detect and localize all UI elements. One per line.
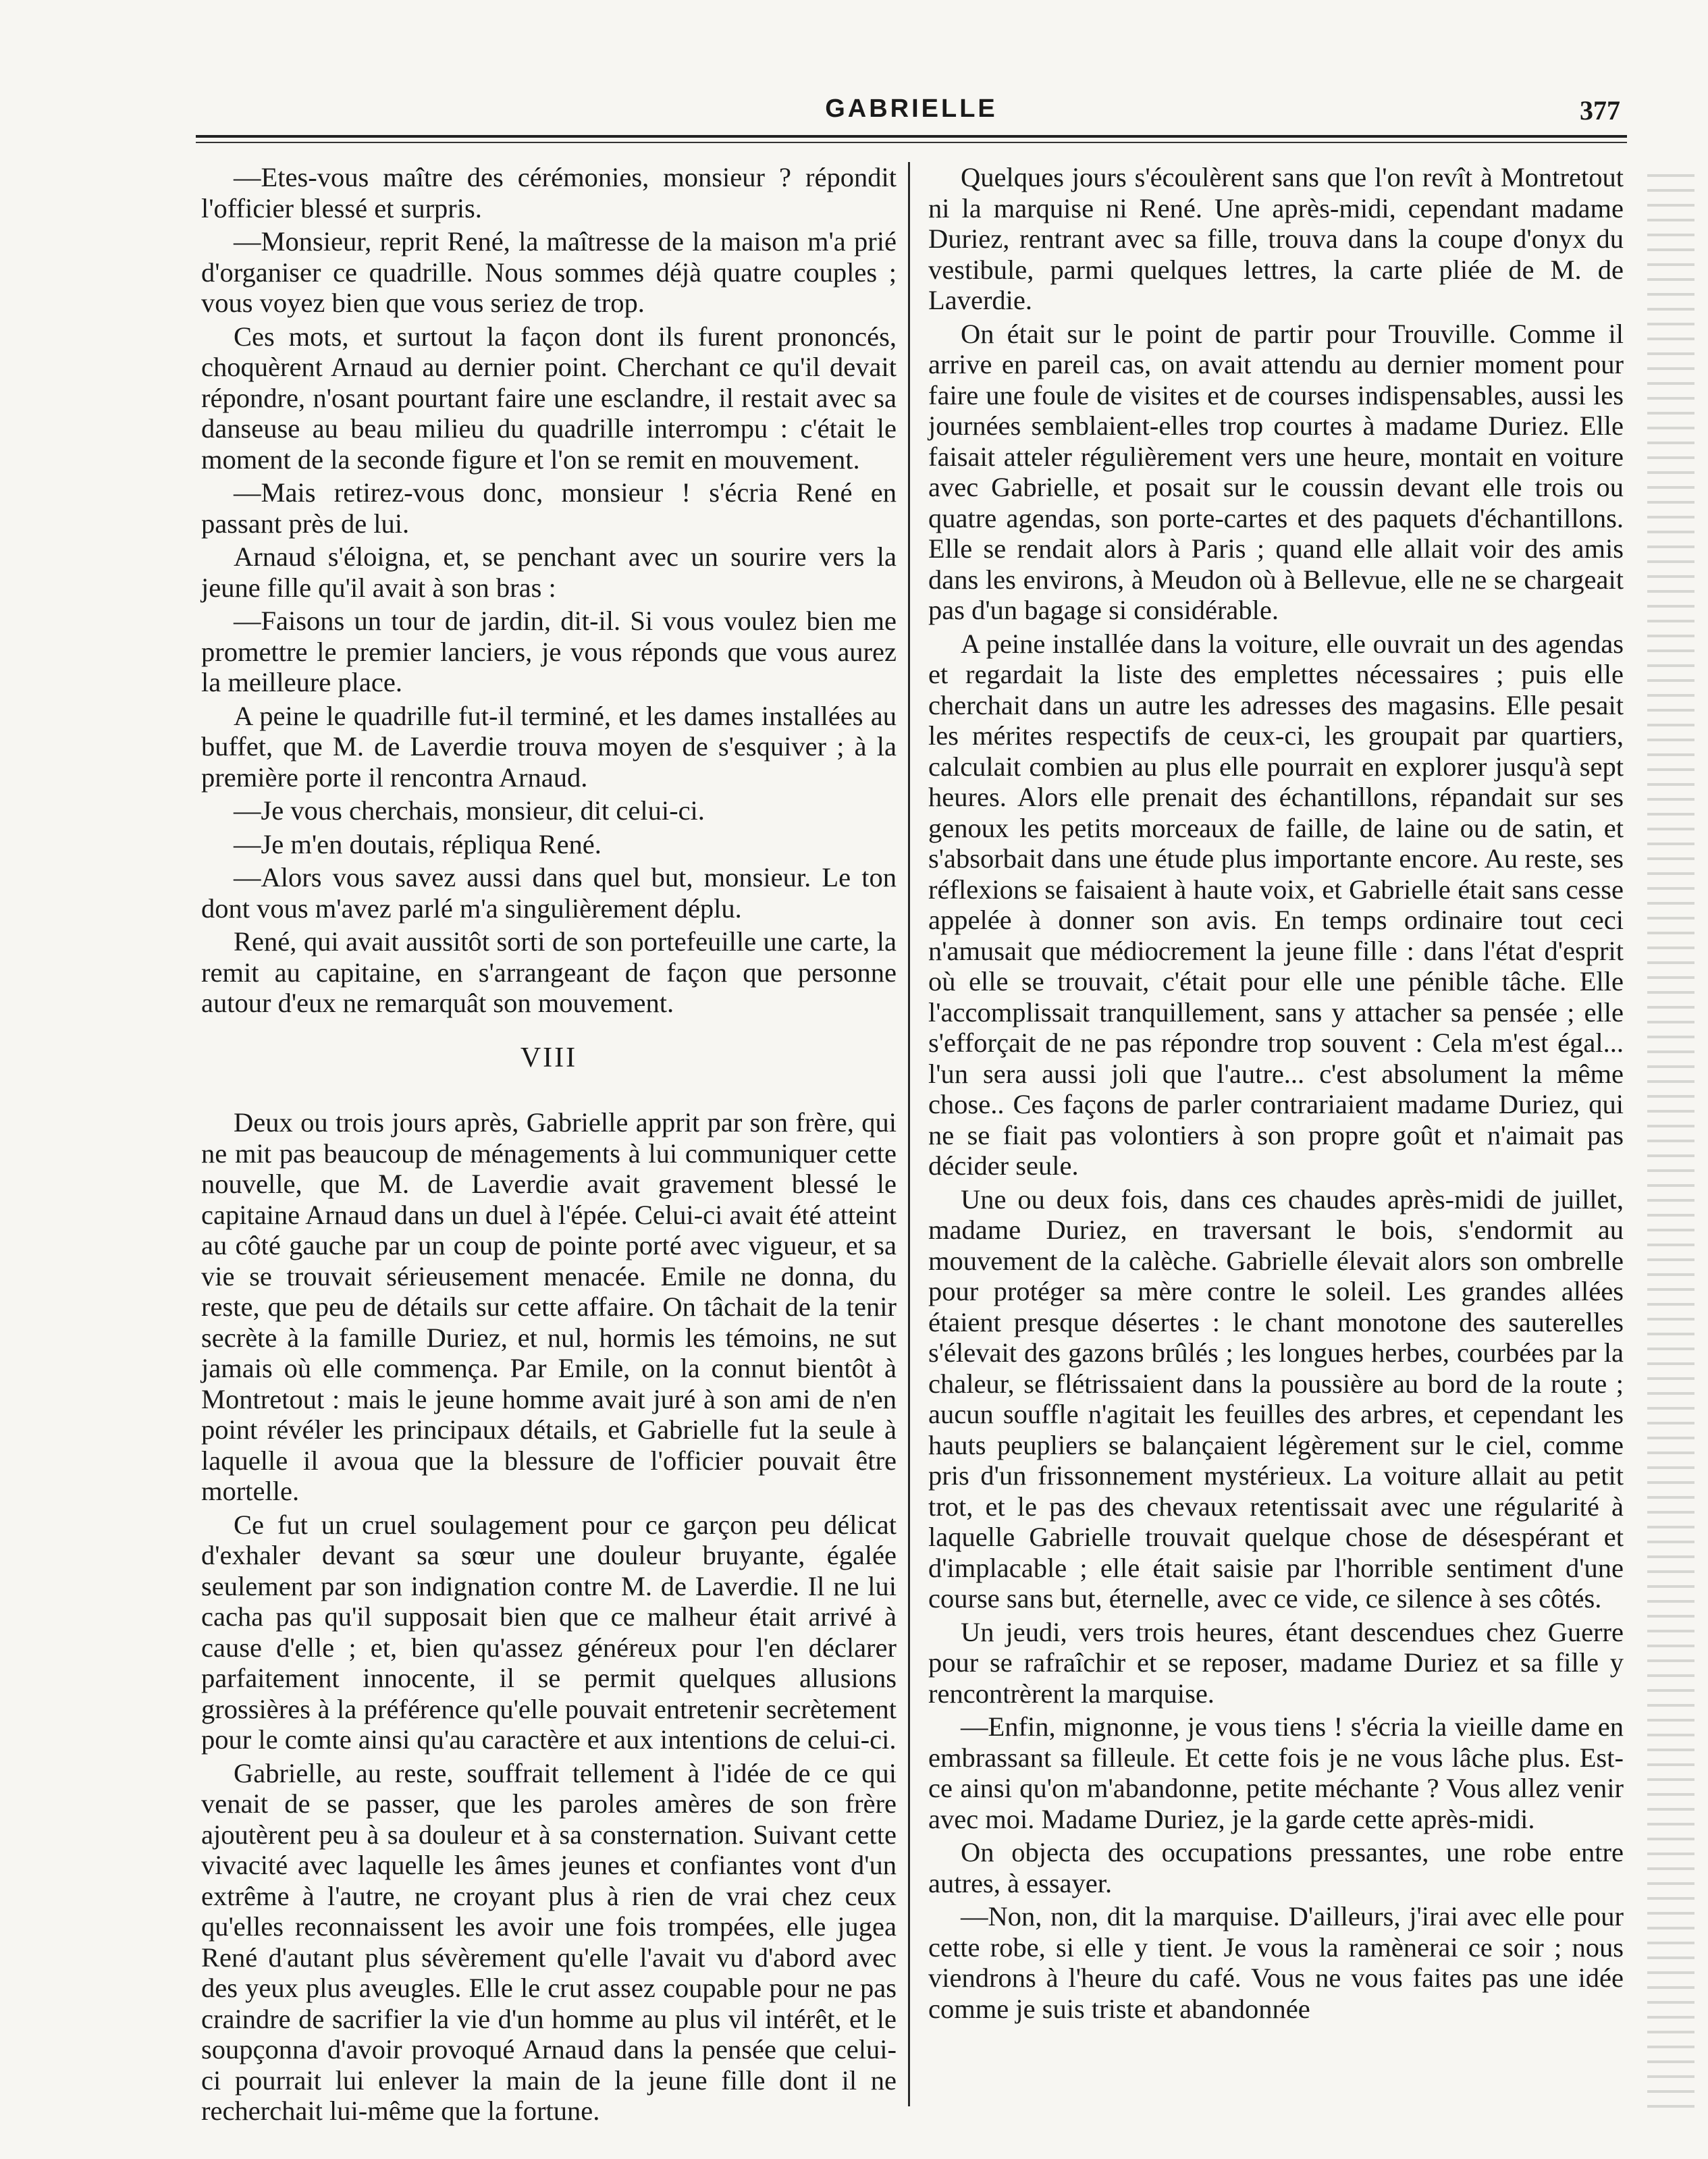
left-column [201, 162, 897, 2129]
paragraph: —Non, non, dit la marquise. D'ailleurs, j'irai avec elle pour cette robe, si elle y tient. Je vous la ramènerai ce soir ; nous viendrons à l'heure du café. Vous ne vous faites pas une idée comme je suis triste et abandonnée [928, 1901, 1624, 2024]
page-header [196, 81, 1627, 135]
paragraph: On objecta des occupations pressantes, une robe entre autres, à essayer. [928, 1837, 1624, 1898]
column-divider [908, 162, 910, 2106]
paragraph: René, qui avait aussitôt sorti de son portefeuille une carte, la remit au capitaine, en s'arrangeant de façon que personne autour d'eux ne remarquât son mouvement. [201, 926, 897, 1018]
scan-edge-noise [1647, 162, 1694, 2120]
paragraph: Une ou deux fois, dans ces chaudes après-midi de juillet, madame Duriez, en traversant le bois, s'endormit au mouvement de la calèche. Gabrielle élevait alors son ombrelle pour protéger sa mère contre le soleil. Les grandes allées étaient presque désertes : le chant monotone des sauterelles s'élevait des gazons brûlés ; les longues herbes, courbées par la chaleur, se flétrissaient dans la poussière au bord de la route ; aucun souffle n'agitait les feuilles des arbres, et cependant les hauts peupliers se balançaient légèrement sur le ciel, comme pris d'un frissonnement mystérieux. La voiture allait au petit trot, et le pas des chevaux retentissait avec une régularité à laquelle Gabrielle trouvait quelque chose de désespérant et d'implacable ; elle était saisie par l'horrible sentiment d'une course sans but, éternelle, avec ce vide, ce silence à ses côtés. [928, 1183, 1624, 1614]
paragraph: Ces mots, et surtout la façon dont ils furent prononcés, choquèrent Arnaud au dernier point. Cherchant ce qu'il devait répondre, n'osant pourtant faire une esclandre, il restait avec sa danseuse au beau milieu du quadrille interrompu : c'était le moment de la seconde figure et l'on se remit en mouvement. [201, 321, 897, 475]
paragraph: Ce fut un cruel soulagement pour ce garçon peu délicat d'exhaler devant sa sœur une douleur bruyante, égalée seulement par son indignation contre M. de Laverdie. Il ne lui cacha pas qu'il supposait bien que ce malheur était arrivé à cause d'elle ; et, bien qu'assez généreux pour l'en déclarer parfaitement innocente, il se permit quelques allusions grossières à la préférence qu'elle pouvait entretenir secrètement pour le comte ainsi qu'au caractère et aux intentions de celui-ci. [201, 1509, 897, 1755]
paragraph: —Alors vous savez aussi dans quel but, monsieur. Le ton dont vous m'avez parlé m'a singulièrement déplu. [201, 862, 897, 924]
paragraph: —Enfin, mignonne, je vous tiens ! s'écria la vieille dame en embrassant sa filleule. Et cette fois je ne vous lâche plus. Est-ce ainsi qu'on m'abandonne, petite méchante ? Vous allez venir avec moi. Madame Duriez, je la garde cette après-midi. [928, 1711, 1624, 1834]
paragraph: A peine installée dans la voiture, elle ouvrait un des agendas et regardait la liste des emplettes nécessaires ; puis elle cherchait dans un autre les adresses des magasins. Elle pesait les mérites respectifs de ceux-ci, les groupait par quartiers, calculait combien au plus elle pourrait en explorer jusqu'à sept heures. Alors elle prenait des échantillons, répandait sur ses genoux les petits morceaux de faille, de laine ou de satin, et s'absorbait dans une étude plus importante encore. Au reste, ses réflexions se faisaient à haute voix, et Gabrielle était sans cesse appelée à donner son avis. En temps ordinaire tout ceci n'amusait que médiocrement la jeune fille : dans l'état d'esprit où elle se trouvait, c'était pour elle une pénible tâche. Elle l'accomplissait tranquillement, sans y attacher sa pensée ; elle s'efforçait de ne pas répondre trop souvent : Cela m'est égal... l'un sera aussi joli que l'autre... c'est absolument la même chose.. Ces façons de parler contrariaient madame Duriez, qui ne se fiait pas volontiers à son propre goût et n'aimait pas décider seule. [928, 628, 1624, 1181]
paragraph: Quelques jours s'écoulèrent sans que l'on revît à Montretout ni la marquise ni René. Une après-midi, cependant madame Duriez, rentrant avec sa fille, trouva dans la coupe d'onyx du vestibule, parmi quelques lettres, la carte pliée de M. de Laverdie. [928, 162, 1624, 315]
paragraph: —Mais retirez-vous donc, monsieur ! s'écria René en passant près de lui. [201, 477, 897, 539]
paragraph: —Etes-vous maître des cérémonies, monsieur ? répondit l'officier blessé et surpris. [201, 162, 897, 223]
chapter-heading: VIII [520, 1042, 578, 1073]
running-title: GABRIELLE [825, 95, 998, 123]
paragraph: On était sur le point de partir pour Trouville. Comme il arrive en pareil cas, on avait attendu au dernier moment pour faire une foule de visites et de courses indispensables, aussi les journées semblaient-elles trop courtes à madame Duriez. Elle faisait atteler régulièrement vers une heure, montait en voiture avec Gabrielle, et posait sur le coussin devant elle trois ou quatre agendas, son porte-cartes et des paquets d'échantillons. Elle se rendait alors à Paris ; quand elle allait voir des amis dans les environs, à Meudon où à Bellevue, elle ne se chargeait pas d'un bagage si considérable. [928, 318, 1624, 625]
header-rule [196, 135, 1627, 138]
header-rule-thin [196, 142, 1627, 143]
paragraph: Deux ou trois jours après, Gabrielle apprit par son frère, qui ne mit pas beaucoup de ménagements à lui communiquer cette nouvelle, que M. de Laverdie avait gravement blessé le capitaine Arnaud dans un duel à l'épée. Celui-ci avait été atteint au côté gauche par un coup de pointe porté avec vigueur, et sa vie se trouvait sérieusement menacée. Emile ne donna, du reste, que peu de détails sur cette affaire. On tâchait de la tenir secrète à la famille Duriez, et nul, hormis les témoins, ne sut jamais où elle commença. Par Emile, on la connut bientôt à Montretout : mais le jeune homme avait juré à son ami de n'en point révéler les principaux détails, et Gabrielle fut la seule à laquelle il avoua que la blessure de l'officier pouvait être mortelle. [201, 1107, 897, 1506]
paragraph: Un jeudi, vers trois heures, étant descendues chez Guerre pour se rafraîchir et se reposer, madame Duriez et sa fille y rencontrèrent la marquise. [928, 1616, 1624, 1709]
paragraph: Gabrielle, au reste, souffrait tellement à l'idée de ce qui venait de se passer, que les paroles amères de son frère ajoutèrent peu à sa douleur et à sa consternation. Suivant cette vivacité avec laquelle les âmes jeunes et confiantes vont d'un extrême à l'autre, ne croyant plus à rien de vrai chez ceux qu'elles reconnaissent les avoir une fois trompées, elle jugea René d'autant plus sévèrement qu'elle l'avait vu d'abord avec des yeux plus aveugles. Elle le crut assez coupable pour ne pas craindre de sacrifier la vie d'un homme au plus vil intérêt, et le soupçonna d'avoir provoqué Arnaud dans la pensée que celui-ci pourrait lui enlever la main de la jeune fille dont il ne recherchait lui-même que la fortune. [201, 1757, 897, 2126]
paragraph: —Je vous cherchais, monsieur, dit celui-ci. [234, 795, 705, 826]
page-number: 377 [1580, 95, 1620, 126]
paragraph: —Faisons un tour de jardin, dit-il. Si vous voulez bien me promettre le premier lanciers, je vous réponds que vous aurez la meilleure place. [201, 606, 897, 697]
paragraph: A peine le quadrille fut-il terminé, et les dames installées au buffet, que M. de Laverdie trouva moyen de s'esquiver ; à la première porte il rencontra Arnaud. [201, 700, 897, 793]
paragraph: Arnaud s'éloigna, et, se penchant avec un sourire vers la jeune fille qu'il avait à son bras : [201, 541, 897, 603]
paragraph: —Je m'en doutais, répliqua René. [234, 828, 602, 859]
right-column [928, 162, 1624, 2027]
paragraph: —Monsieur, reprit René, la maîtresse de la maison m'a prié d'organiser ce quadrille. Nous sommes déjà quatre couples ; vous voyez bien que vous seriez de trop. [201, 226, 897, 318]
